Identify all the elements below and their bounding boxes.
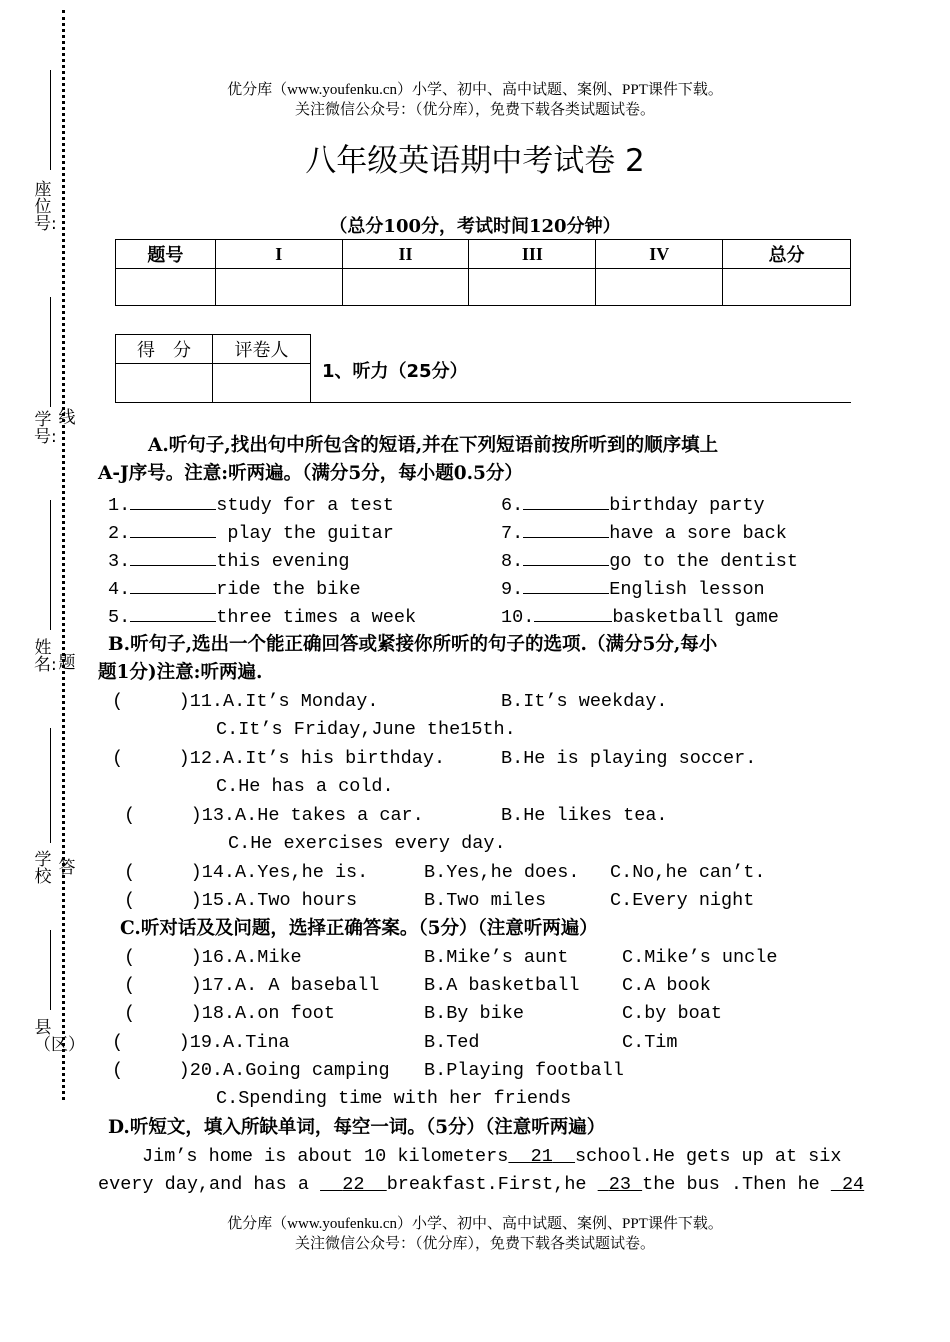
seat-number-label: 座位号: [34,180,57,234]
score-header-cell: 总分 [723,240,851,269]
blank-22[interactable]: 22 [342,1174,365,1195]
question-19: ( )19.A.Tina [112,1032,290,1053]
score-cell[interactable] [723,269,851,306]
option-c: C.Spending time with her friends [216,1088,572,1109]
blank-21[interactable]: 21 [530,1146,553,1167]
passage-line-2: every day,and has a 22 breakfast.First,he 23 the bus .Then he 24 [98,1174,865,1195]
grade-score-header: 得 分 [116,335,213,364]
answer-blank[interactable] [130,521,216,538]
answer-blank[interactable] [523,549,609,566]
score-cell[interactable] [215,269,342,306]
answer-blank[interactable] [130,577,216,594]
option-b: B.By bike [424,1003,524,1024]
student-id-label: 学号: [34,410,57,447]
name-fill-line [50,500,51,630]
seal-char-ti: 题 [58,653,76,673]
partA-item: 9. English lesson [501,579,765,600]
answer-blank[interactable] [130,605,216,622]
id-fill-line [50,297,51,407]
seal-char-da: 答 [58,858,76,878]
option-c: C.by boat [622,1003,722,1024]
partB-instruction-1: B.听句子,选出一个能正确回答或紧接你所听的句子的选项.（满分5分,每小 [108,634,718,655]
score-header-cell: III [469,240,596,269]
partA-item: 4. ride the bike [108,579,361,600]
option-b: B.He is playing soccer. [501,748,757,769]
option-b: B.Playing football [424,1060,624,1081]
score-cell[interactable] [469,269,596,306]
answer-blank[interactable] [130,549,216,566]
blank-24[interactable]: 24 [841,1174,865,1195]
score-header-cell: 题号 [116,240,216,269]
answer-blank[interactable] [523,521,609,538]
question-18: ( )18.A.on foot [124,1003,335,1024]
grade-grader-cell[interactable] [213,364,311,403]
option-b: B.Ted [424,1032,480,1053]
score-cell[interactable] [596,269,723,306]
question-17: ( )17.A. A baseball [124,975,380,996]
option-c: C.He has a cold. [216,776,394,797]
answer-blank[interactable] [534,605,612,622]
partB-instruction-2: 题1分)注意:听两遍. [98,662,263,683]
partA-item: 1. study for a test [108,495,394,516]
partA-item: 6. birthday party [501,495,765,516]
score-header-cell: IV [596,240,723,269]
grade-box [115,334,311,403]
question-14: ( )14.A.Yes,he is. [124,862,369,883]
partD-instruction: D.听短文，填入所缺单词，每空一词。（5分）（注意听两遍） [108,1117,606,1138]
score-header-cell: I [215,240,342,269]
partA-item: 10. basketball game [501,607,779,628]
passage-line-1: Jim’s home is about 10 kilometers 21 school.He gets up at six [142,1146,842,1167]
option-c: C.Tim [622,1032,678,1053]
section-rule [311,402,851,403]
option-b: B.It’s weekday. [501,691,668,712]
score-table [115,239,851,306]
option-b: B.Yes,he does. [424,862,580,883]
question-15: ( )15.A.Two hours [124,890,358,911]
partA-instruction-1: A.听句子,找出句中所包含的短语,并在下列短语前按所听到的顺序填上 [148,435,719,456]
grade-grader-header: 评卷人 [213,335,311,364]
seal-char-line: 线 [58,408,76,428]
question-20: ( )20.A.Going camping [112,1060,390,1081]
partA-item: 3. this evening [108,551,350,572]
partC-instruction: C.听对话及及问题，选择正确答案。（5分）（注意听两遍） [120,918,598,939]
option-c: C.No,he can’t. [610,862,766,883]
score-cell[interactable] [116,269,216,306]
footer-line-2: 关注微信公众号：（优分库），免费下载各类试题试卷。 [294,1236,655,1252]
county-label: 县（区） [34,1018,85,1055]
answer-blank[interactable] [523,577,609,594]
partA-item: 7. have a sore back [501,523,787,544]
school-label: 学校 [34,850,52,887]
section-1-heading: 1、听力（25分） [322,361,468,382]
header-line-2: 关注微信公众号：（优分库），免费下载各类试题试卷。 [294,102,655,118]
blank-23[interactable]: 23 [608,1174,631,1195]
option-b: B.Two miles [424,890,547,911]
county-fill-line [50,930,51,1010]
option-b: B.A basketball [424,975,580,996]
exam-subtitle: （总分100分，考试时间120分钟） [329,216,621,237]
partA-item: 8. go to the dentist [501,551,798,572]
partA-instruction-2: A-J序号。注意:听两遍。（满分5分，每小题0.5分） [98,463,523,484]
question-12: ( )12.A.It’s his birthday. [112,748,446,769]
footer-line-1: 优分库（www.youfenku.cn）小学、初中、高中试题、案例、PPT课件下载。 [227,1216,723,1232]
option-c: C.Every night [610,890,755,911]
grade-score-cell[interactable] [116,364,213,403]
option-c: C.A book [622,975,711,996]
score-cell[interactable] [342,269,469,306]
option-b: B.He likes tea. [501,805,668,826]
page-title: 八年级英语期中考试卷 2 [305,143,645,179]
option-c: C.Mike’s uncle [622,947,778,968]
score-header-cell: II [342,240,469,269]
option-c: C.He exercises every day. [228,833,506,854]
option-c: C.It’s Friday,June the15th. [216,719,516,740]
partA-item: 5. three times a week [108,607,417,628]
option-b: B.Mike’s aunt [424,947,569,968]
header-line-1: 优分库（www.youfenku.cn）小学、初中、高中试题、案例、PPT课件下载。 [227,82,723,98]
answer-blank[interactable] [523,493,609,510]
partA-item: 2. play the guitar [108,523,394,544]
school-fill-line [50,728,51,843]
question-13: ( )13.A.He takes a car. [124,805,424,826]
answer-blank[interactable] [130,493,216,510]
name-label: 姓名: [34,638,57,675]
question-16: ( )16.A.Mike [124,947,302,968]
question-11: ( )11.A.It’s Monday. [112,691,379,712]
